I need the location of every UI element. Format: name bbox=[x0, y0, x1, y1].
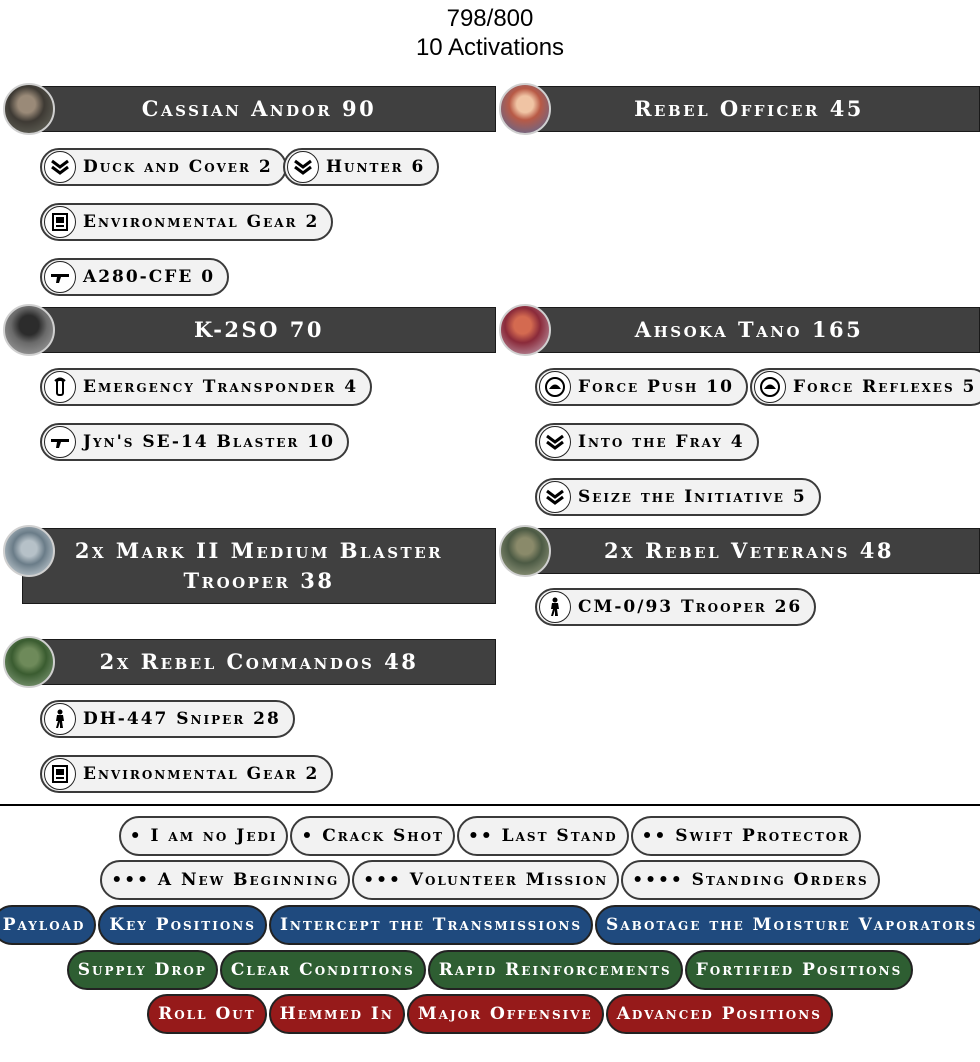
list-header bbox=[0, 0, 980, 62]
unit-name: Cassian Andor 90 bbox=[141, 96, 377, 121]
k2so-portrait bbox=[3, 304, 55, 356]
points-total: 798/800 bbox=[446, 5, 534, 32]
heavy-weapon-icon bbox=[539, 591, 571, 623]
deployment-card[interactable]: Hemmed In bbox=[269, 994, 405, 1034]
command-card[interactable]: ••• Volunteer Mission bbox=[352, 860, 619, 900]
command-cards-row-2 bbox=[0, 860, 980, 900]
unit-name: Ahsoka Tano 165 bbox=[634, 317, 864, 342]
force-icon bbox=[754, 371, 786, 403]
gear-icon bbox=[44, 206, 76, 238]
upgrade-a280-cfe[interactable]: A280-CFE 0 bbox=[40, 258, 229, 296]
rebel-officer-portrait bbox=[499, 83, 551, 135]
command-card[interactable]: • I am no Jedi bbox=[119, 816, 289, 856]
command-card[interactable]: ••• A New Beginning bbox=[100, 860, 350, 900]
upgrade-force-reflexes[interactable]: Force Reflexes 5 bbox=[750, 368, 980, 406]
force-icon bbox=[539, 371, 571, 403]
unit-name: 2x Rebel Commandos 48 bbox=[99, 649, 419, 674]
command-card[interactable]: •• Last Stand bbox=[457, 816, 629, 856]
objective-card[interactable]: Sabotage the Moisture Vaporators bbox=[595, 905, 980, 945]
comms-icon bbox=[44, 371, 76, 403]
activations-count: 10 Activations bbox=[415, 34, 565, 61]
objective-card[interactable]: Payload bbox=[0, 905, 96, 945]
command-card[interactable]: • Crack Shot bbox=[290, 816, 455, 856]
upgrade-cm093-trooper[interactable]: CM-0/93 Trooper 26 bbox=[535, 588, 816, 626]
unit-title-bar bbox=[22, 528, 496, 604]
section-divider bbox=[0, 804, 980, 806]
unit-title-bar bbox=[22, 639, 496, 685]
upgrade-emergency-transponder[interactable]: Emergency Transponder 4 bbox=[40, 368, 372, 406]
cassian-portrait bbox=[3, 83, 55, 135]
unit-title-bar bbox=[518, 307, 980, 353]
training-chevron-icon bbox=[44, 151, 76, 183]
condition-card[interactable]: Supply Drop bbox=[67, 950, 218, 990]
command-card[interactable]: •• Swift Protector bbox=[631, 816, 862, 856]
unit-name: 2x Rebel Veterans 48 bbox=[604, 538, 894, 563]
blaster-icon bbox=[44, 261, 76, 293]
upgrade-jyns-se14-blaster[interactable]: Jyn's SE-14 Blaster 10 bbox=[40, 423, 349, 461]
mark-ii-portrait bbox=[3, 525, 55, 577]
training-chevron-icon bbox=[287, 151, 319, 183]
objective-cards-row bbox=[0, 905, 980, 945]
deployment-cards-row bbox=[0, 994, 980, 1034]
deployment-card[interactable]: Roll Out bbox=[147, 994, 267, 1034]
ahsoka-portrait bbox=[499, 304, 551, 356]
training-chevron-icon bbox=[539, 426, 571, 458]
heavy-weapon-icon bbox=[44, 703, 76, 735]
unit-name: 2x Mark II Medium Blaster Trooper 38 bbox=[74, 538, 444, 593]
unit-title-bar bbox=[518, 528, 980, 574]
deployment-card[interactable]: Advanced Positions bbox=[606, 994, 833, 1034]
upgrade-into-the-fray[interactable]: Into the Fray 4 bbox=[535, 423, 759, 461]
deployment-card[interactable]: Major Offensive bbox=[407, 994, 604, 1034]
objective-card[interactable]: Intercept the Transmissions bbox=[269, 905, 593, 945]
condition-card[interactable]: Rapid Reinforcements bbox=[428, 950, 683, 990]
gear-icon bbox=[44, 758, 76, 790]
rebel-veterans-portrait bbox=[499, 525, 551, 577]
condition-card[interactable]: Fortified Positions bbox=[685, 950, 914, 990]
condition-card[interactable]: Clear Conditions bbox=[220, 950, 426, 990]
training-chevron-icon bbox=[539, 481, 571, 513]
upgrade-force-push[interactable]: Force Push 10 bbox=[535, 368, 748, 406]
objective-card[interactable]: Key Positions bbox=[98, 905, 267, 945]
upgrade-environmental-gear[interactable]: Environmental Gear 2 bbox=[40, 755, 333, 793]
rebel-commandos-portrait bbox=[3, 636, 55, 688]
upgrade-hunter[interactable]: Hunter 6 bbox=[283, 148, 439, 186]
blaster-icon bbox=[44, 426, 76, 458]
upgrade-seize-the-initiative[interactable]: Seize the Initiative 5 bbox=[535, 478, 821, 516]
upgrade-dh447-sniper[interactable]: DH-447 Sniper 28 bbox=[40, 700, 295, 738]
unit-name: Rebel Officer 45 bbox=[634, 96, 864, 121]
unit-title-bar bbox=[518, 86, 980, 132]
command-cards-row-1 bbox=[0, 816, 980, 856]
command-card[interactable]: •••• Standing Orders bbox=[621, 860, 879, 900]
unit-title-bar bbox=[22, 307, 496, 353]
unit-name: K-2SO 70 bbox=[193, 317, 325, 342]
condition-cards-row bbox=[0, 950, 980, 990]
upgrade-environmental-gear[interactable]: Environmental Gear 2 bbox=[40, 203, 333, 241]
upgrade-duck-and-cover[interactable]: Duck and Cover 2 bbox=[40, 148, 287, 186]
unit-title-bar bbox=[22, 86, 496, 132]
